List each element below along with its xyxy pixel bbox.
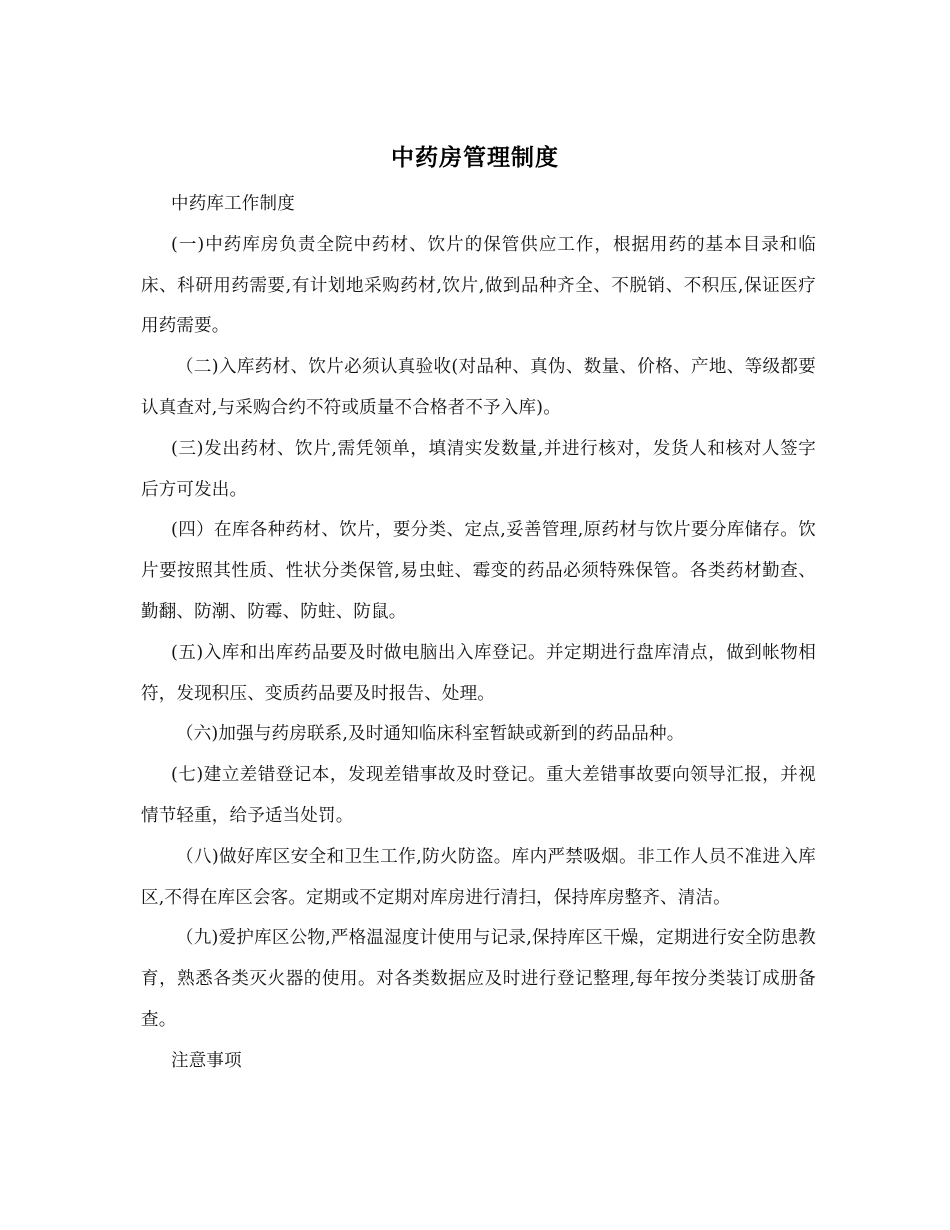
rule-item-7: (七)建立差错登记本，发现差错事故及时登记。重大差错事故要向领导汇报，并视情节轻重，给予适当处罚。: [141, 765, 816, 826]
rule-item-6: （六)加强与药房联系,及时通知临床科室暂缺或新到的药品品种。: [176, 724, 685, 745]
rule-item-1: (一)中药库房负责全院中药材、饮片的保管供应工作，根据用药的基本目录和临床、科研用药需要,有计划地采购药材,饮片,做到品种齐全、不脱销、不积压,保证医疗用药需要。: [141, 234, 816, 337]
document-title: 中药房管理制度: [391, 144, 559, 171]
rule-item-8: （八)做好库区安全和卫生工作,防火防盗。库内严禁吸烟。非工作人员不准进入库区,不得在库区会客。定期或不定期对库房进行清扫，保持库房整齐、清洁。: [141, 846, 816, 908]
rule-item-2: （二)入库药材、饮片必须认真验收(对品种、真伪、数量、价格、产地、等级都要认真查对,与采购合约不符或质量不合格者不予入库)。: [141, 357, 816, 418]
section-heading-warehouse-rules: 中药库工作制度: [171, 194, 295, 214]
rule-item-4: (四）在库各种药材、饮片，要分类、定点,妥善管理,原药材与饮片要分库储存。饮片要按照其性质、性状分类保管,易虫蛀、霉变的药品必须特殊保管。各类药材勤查、勤翻、防潮、防霉、防蛀、防鼠。: [141, 520, 816, 622]
section-heading-notes: 注意事项: [171, 1050, 242, 1071]
rule-item-5: (五)入库和出库药品要及时做电脑出入库登记。并定期进行盘库清点，做到帐物相符，发现积压、变质药品要及时报告、处理。: [141, 642, 816, 704]
rule-item-3: (三)发出药材、饮片,需凭领单，填清实发数量,并进行核对，发货人和核对人签字后方可发出。: [141, 438, 816, 500]
document-body: [141, 184, 816, 1082]
rule-item-9: （九)爱护库区公物,严格温湿度计使用与记录,保持库区干燥，定期进行安全防患教育，熟悉各类灭火器的使用。对各类数据应及时进行登记整理,每年按分类装订成册备查。: [141, 928, 816, 1030]
